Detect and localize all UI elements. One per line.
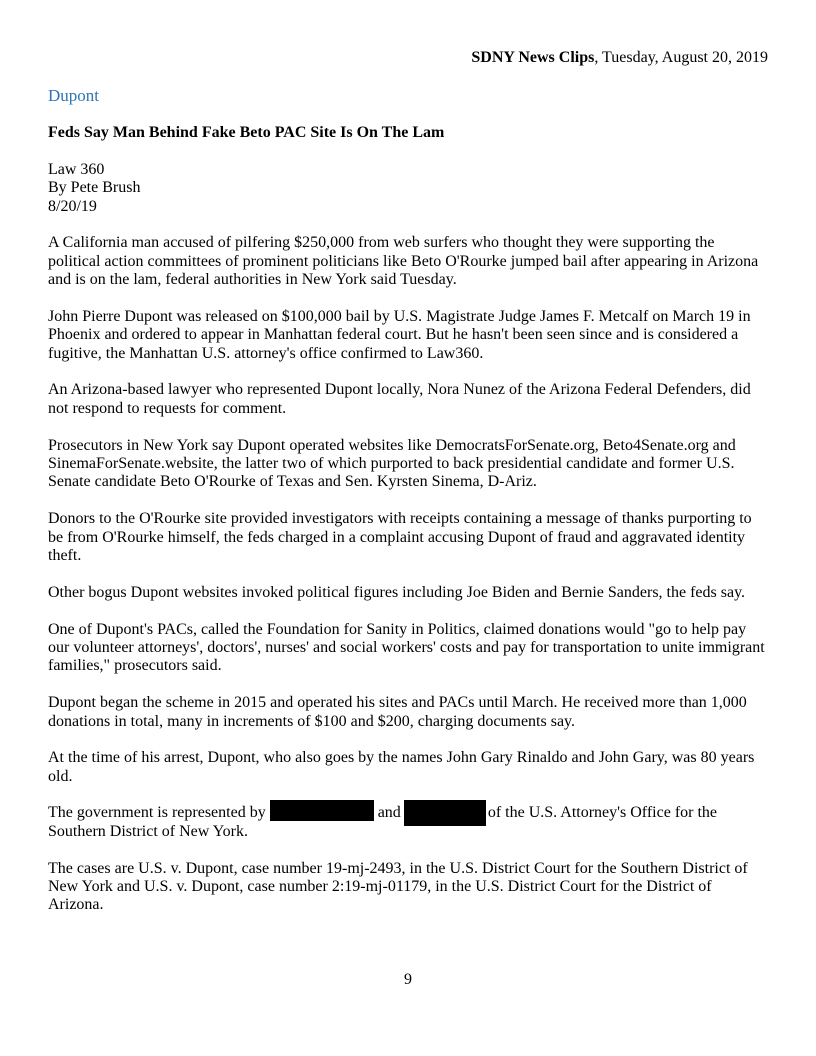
paragraph-line: be from O'Rourke himself, the feds charged in a complaint accusing Dupont of fraud and aggravated identity: [48, 528, 746, 546]
paragraph-line: Prosecutors in New York say Dupont operated websites like DemocratsForSenate.org, Beto4Senate.org and: [48, 436, 736, 454]
section-title: Dupont: [48, 86, 99, 105]
article-paragraph: [48, 308, 770, 363]
paragraph-line: The cases are U.S. v. Dupont, case number 19-mj-2493, in the U.S. District Court for the Southern District of: [48, 859, 748, 877]
paragraph-line: Donors to the O'Rourke site provided investigators with receipts containing a message of thanks purporting to: [48, 510, 752, 528]
article-paragraph: [48, 804, 770, 841]
paragraph-line: John Pierre Dupont was released on $100,000 bail by U.S. Magistrate Judge James F. Metcalf on March 19 in: [48, 307, 751, 325]
line-segment: and: [377, 804, 401, 822]
paragraph-line: [48, 804, 770, 822]
article-date: 8/20/19: [48, 197, 97, 215]
article-paragraph: [48, 694, 770, 731]
paragraph-line: political action committees of prominent politicians like Beto O'Rourke jumped bail after appearing in Arizona: [48, 252, 759, 270]
paragraph-line: our volunteer attorneys', doctors', nurses' and social workers' costs and pay for transportation to unite immigrant: [48, 638, 765, 656]
article-paragraph: [48, 381, 770, 418]
paragraph-line: donations in total, many in increments of $100 and $200, charging documents say.: [48, 712, 576, 730]
paragraph-line: New York and U.S. v. Dupont, case number 2:19-mj-01179, in the U.S. District Court for the District of: [48, 878, 712, 896]
paragraph-line: A California man accused of pilfering $250,000 from web surfers who thought they were supporting the: [48, 234, 715, 252]
article-source: Law 360: [48, 160, 105, 178]
header-date: , Tuesday, August 20, 2019: [594, 48, 768, 66]
paragraph-line: One of Dupont's PACs, called the Foundation for Sanity in Politics, claimed donations would "go to help pay: [48, 620, 747, 638]
paragraph-line: Senate candidate Beto O'Rourke of Texas and Sen. Kyrsten Sinema, D-Ariz.: [48, 473, 537, 491]
paragraph-line: families," prosecutors said.: [48, 657, 222, 675]
paragraph-line: theft.: [48, 547, 82, 564]
line-segment: of the U.S. Attorney's Office for the: [487, 804, 718, 822]
article-paragraph: [48, 437, 770, 492]
paragraph-line: not respond to requests for comment.: [48, 399, 287, 417]
paragraph-line: Dupont began the scheme in 2015 and operated his sites and PACs until March. He received more than 1,000: [48, 694, 747, 712]
paragraph-line: Southern District of New York.: [48, 822, 248, 840]
article: [48, 86, 770, 933]
article-paragraph: [48, 234, 770, 289]
paragraph-line: Other bogus Dupont websites invoked political figures including Joe Biden and Bernie Sanders, the feds say.: [48, 583, 746, 601]
running-header: [471, 49, 768, 67]
article-paragraph: [48, 860, 770, 915]
article-body: [48, 234, 770, 914]
byline: [48, 161, 770, 216]
paragraph-line: An Arizona-based lawyer who represented Dupont locally, Nora Nunez of the Arizona Federal Defenders, did: [48, 381, 751, 399]
article-author: By Pete Brush: [48, 179, 141, 197]
publication-name: SDNY News Clips: [471, 48, 595, 66]
paragraph-line: Phoenix and ordered to appear in Manhattan federal court. But he hasn't been seen since and is considered a: [48, 326, 739, 344]
paragraph-line: and is on the lam, federal authorities in New York said Tuesday.: [48, 271, 457, 289]
paragraph-line: old.: [48, 767, 73, 785]
article-paragraph: [48, 510, 770, 565]
paragraph-line: Arizona.: [48, 896, 104, 914]
article-paragraph: [48, 621, 770, 676]
article-paragraph: [48, 584, 770, 602]
page-number: 9: [404, 970, 412, 988]
paragraph-line: At the time of his arrest, Dupont, who also goes by the names John Gary Rinaldo and John Gary, was 80 years: [48, 749, 755, 767]
paragraph-line: SinemaForSenate.website, the latter two of which purported to back presidential candidate and former U.S.: [48, 455, 735, 473]
line-segment: The government is represented by: [48, 804, 266, 822]
article-paragraph: [48, 749, 770, 786]
article-headline: Feds Say Man Behind Fake Beto PAC Site Is On The Lam: [48, 124, 445, 141]
paragraph-line: fugitive, the Manhattan U.S. attorney's office confirmed to Law360.: [48, 344, 484, 362]
